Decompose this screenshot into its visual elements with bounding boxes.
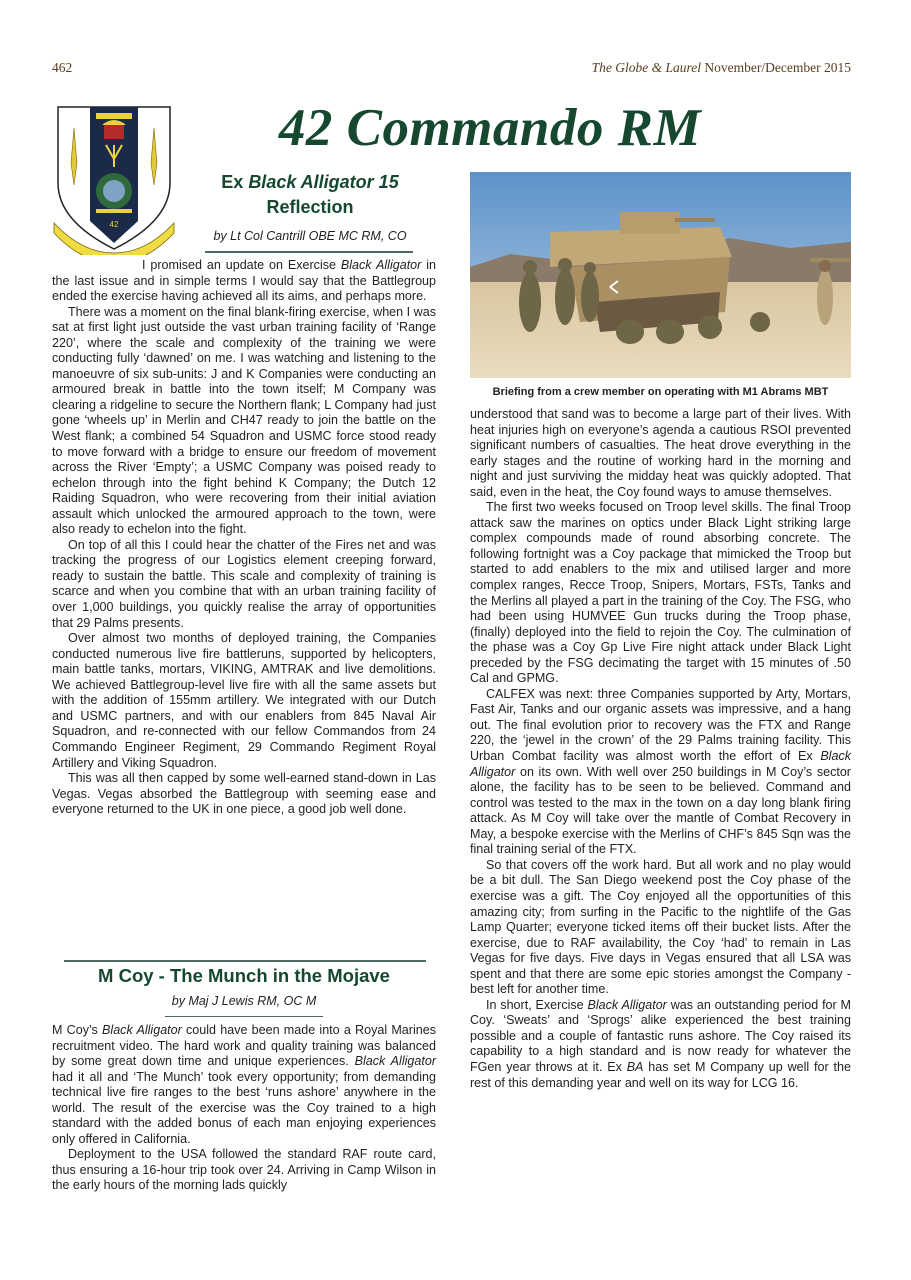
text: There was a moment on the final blank-firing exercise, when I was sat at first light just outside the vast urban training facility of ‘Range 220’, where the scale and complexity of the training we were conducting fully ‘dawned’ on me. I was watching and listening to the manoeuvre of six sub-units: J and K Companies were conducting an armoured break in battle into the town itself; M Company was clearing a ridgeline to secure the Northern flank; L Company had just gone ‘wheels up’ in Merlin and CH47 ready to join the battle on the West flank; a combined 54 Squadron and USMC force stood ready to move forward with a bridge to ensure our freedom of movement across the River ‘Empty’; a USMC Company was poised ready to echelon through into the fight behind K Company; the Dutch 12 Raiding Squadron, who were recovering from their initial aviation assault which unlocked the armoured approach to the town, were also ready to echelon into the fight. <box>52 304 436 537</box>
text: M Coy’s <box>52 1023 103 1037</box>
text: understood that sand was to become a large part of their lives. With heat injuries high on everyone’s agenda a cautious RSOI prevented significant numbers of casualties. The heat drove everything in the early stages and the routine of working hard in the morning and night and just surviving the midday heat was quickly adopted. That said, even in the heat, the Coy found ways to amuse themselves. <box>470 407 851 499</box>
paragraph <box>52 1023 436 1147</box>
section-heading: M Coy - The Munch in the Mojave <box>98 965 390 986</box>
tank-briefing-photo <box>470 172 851 378</box>
text: This was all then capped by some well-earned stand-down in Las Vegas. Vegas absorbed the Battlegroup with seeming ease and everyone returned to the UK in one piece, a good job well done. <box>52 771 436 817</box>
paragraph <box>470 500 851 687</box>
paragraph <box>52 258 436 305</box>
divider <box>165 1016 323 1017</box>
article2-body-left <box>52 1023 436 1194</box>
running-header <box>592 60 851 76</box>
italic-text: Black Alligator <box>102 1023 182 1037</box>
text: CALFEX was next: three Companies supported by Arty, Mortars, Fast Air, Tanks and our organic assets was impressive, and a hang out. The final evolution prior to recovery was the FTX and Range 220, the ‘jewel in the crown’ of the 29 Palms training facility. This Urban Combat facility was almost worth the effort of Ex <box>470 686 851 764</box>
article-heading-line2: Reflection <box>266 197 354 217</box>
paragraph <box>470 858 851 998</box>
article-byline: by Lt Col Cantrill OBE MC RM, CO <box>213 229 407 243</box>
text: I promised an update on Exercise <box>142 258 341 272</box>
text: Over almost two months of deployed training, the Companies conducted numerous live fire battleruns, supported by helicopters, main battle tanks, mortars, VIKING, AMTRAK and live demolitions. We achieved Battlegroup-level live fire with all the same assets but with the addition of 155mm artillery. We integrated with our Dutch and USMC partners, and with our enablers from 845 Naval Air Squadron, and re-connected with our fellow Commandos from 24 Commando Engineer Regiment, 29 Commando Regiment Royal Artillery and Viking Squadron. <box>52 631 436 770</box>
publication-name: The Globe & Laurel <box>591 60 702 75</box>
page-title: 42 Commando RM <box>278 99 702 157</box>
text: in the last issue and in simple terms I would say that the Battlegroup ended the exercise having achieved all its aims, and perhaps more. <box>52 258 437 304</box>
divider <box>205 251 413 253</box>
paragraph <box>470 407 851 500</box>
article2-body-right <box>470 407 851 1091</box>
paragraph <box>470 998 851 1091</box>
commando-crest-logo <box>52 103 176 255</box>
page-number: 462 <box>52 60 73 75</box>
paragraph <box>470 687 851 858</box>
text: The first two weeks focused on Troop level skills. The final Troop attack saw the marines on optics under Black Light striking large complex compounds made of round absorbing concrete. The following fortnight was a Coy package that mimicked the Troop but started to add enablers to the mix and utilised larger and more complex ranges, Recce Troop, Snipers, Mortars, FSTs, Tanks and the Merlins all played a part in the training of the Coy. The FSG, who had been using HUMVEE Gun trucks during the Troop phase, (finally) deployed into the field to rejoin the Coy. The culmination of the phase was a Coy Gp Live Fire night attack under Black Light preceded by the FSG decimating the target with 15 minutes of .50 Cal and GPMG. <box>470 500 851 686</box>
text: In short, Exercise <box>486 997 588 1012</box>
paragraph <box>52 538 436 631</box>
divider <box>64 960 426 962</box>
paragraph <box>52 1147 436 1194</box>
paragraph <box>52 631 436 771</box>
text: was an outstanding period for M Coy. ‘Sweats’ and ‘Sprogs’ alike experienced the best training possible and a couple of fantastic runs ashore. The Coy raised its capability to a high standard and is now ready for whatever the FGen year throws at it. Ex <box>470 997 851 1074</box>
svg-text:42: 42 <box>109 220 119 229</box>
section-byline: by Maj J Lewis RM, OC M <box>171 994 317 1008</box>
article1-body <box>52 258 436 818</box>
paragraph <box>52 771 436 818</box>
text: has set M Company up well for the rest of this demanding year and well on its way for LCG 16. <box>470 1059 851 1090</box>
text: on its own. With well over 250 buildings in M Coy’s sector alone, the facility has to be seen to be believed. Command and control was tested to the max in the town on a day long blank firing attack. As M Coy will take over the mantle of Combat Recovery in May, a bespoke exercise with the Merlins of CHF’s 845 Sqn was the final training serial of the FTX. <box>470 764 851 857</box>
italic-text: Black Alligator <box>470 749 851 779</box>
issue-date: November/December 2015 <box>704 60 851 75</box>
italic-text: Black Alligator <box>340 258 422 272</box>
text: On top of all this I could hear the chatter of the Fires net and was tracking the progress of our Logistics element creeping forward, ready to sustain the battle. This scale and complexity of training is scarce and when you combine that with an urban training facility of over 1,000 buildings, you quickly realise the array of opportunities that 29 Palms presents. <box>52 537 436 630</box>
heading-prefix: Ex <box>221 172 249 192</box>
paragraph <box>52 305 436 538</box>
text: could have been made into a Royal Marines recruitment video. The hard work and quality training was balanced by some great down time and unique experiences. <box>52 1023 436 1069</box>
heading-italic: Black Alligator 15 <box>248 172 399 192</box>
italic-text: Black Alligator <box>587 997 667 1012</box>
italic-text: BA <box>626 1059 644 1074</box>
photo-caption: Briefing from a crew member on operating with M1 Abrams MBT <box>492 386 829 398</box>
italic-text: Black Alligator <box>354 1054 436 1069</box>
text: Deployment to the USA followed the standard RAF route card, thus ensuring a 16-hour trip took over 24. Arriving in Camp Wilson in the early hours of the morning lads quickly <box>52 1147 436 1193</box>
article-heading <box>190 172 430 193</box>
text: So that covers off the work hard. But all work and no play would be a bit dull. The San Diego weekend post the Coy phase of the exercise was a gift. The Coy enjoyed all the opportunities of this amazing city; from surfing in the Pacific to the nightlife of the Gas Lamp Quarter; everyone ticked items off their bucket lists. After the exercise, due to RAF availability, the Coy ‘had’ to remain in Las Vegas for five days. Five days in Vegas ensured that all LSA was spent and that there are some epic stories amongst the Company - best left for another time. <box>470 857 851 997</box>
text: had it all and ‘The Munch’ took every opportunity; from demanding technical live fire ranges to the best ‘runs ashore’ anywhere in the world. The result of the exercise was the Coy trained to a high standard with the added bonus of each man enjoying experiences only offered in California. <box>52 1069 436 1146</box>
